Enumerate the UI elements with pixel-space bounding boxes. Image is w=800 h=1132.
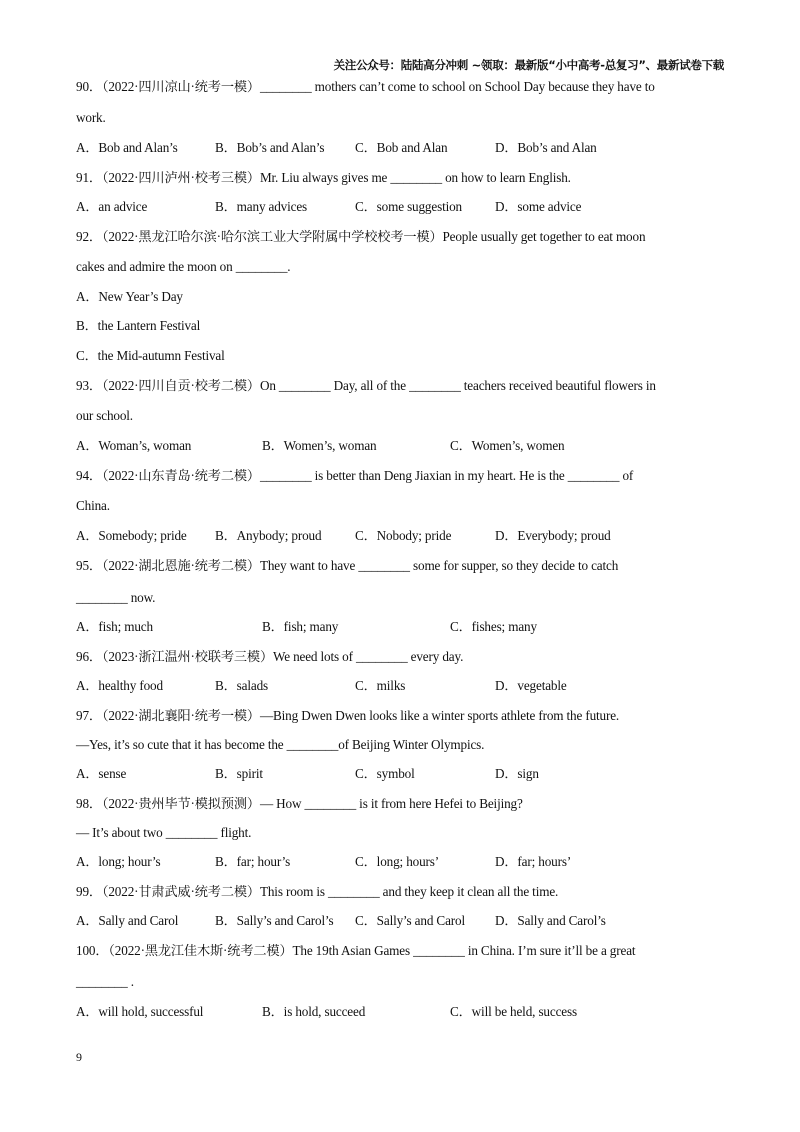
answer-option-b: B．far; hour’s xyxy=(215,854,291,869)
page-number: 9 xyxy=(76,1050,82,1064)
answer-option-b: B．is hold, succeed xyxy=(262,1004,366,1019)
question-stem-line: 93．（2022·四川自贡·校考二模）On ________ Day, all of the ________ teachers received beautiful flowers in xyxy=(76,378,656,393)
question-stem-line: China. xyxy=(76,498,110,513)
question-stem-line: 95．（2022·湖北恩施·统考二模）They want to have ________ some for supper, so they decide to catch xyxy=(76,558,619,573)
question-stem-line: 97．（2022·湖北襄阳·统考一模）—Bing Dwen Dwen looks like a winter sports athlete from the future. xyxy=(76,708,620,723)
question-stem-line: work. xyxy=(76,110,106,125)
question-stem-line: 92．（2022·黑龙江哈尔滨·哈尔滨工业大学附属中学校校考一模）People usually get together to eat moon xyxy=(76,229,646,244)
question-stem-line: — It’s about two ________ flight. xyxy=(76,825,252,840)
answer-option-d: D．far; hours’ xyxy=(495,854,572,869)
answer-option-a: A．sense xyxy=(76,766,127,781)
answer-option-b: B．salads xyxy=(215,678,269,693)
question-stem-line: 99．（2022·甘肃武威·统考二模）This room is ________ and they keep it clean all the time. xyxy=(76,884,559,899)
answer-option-a: A．Somebody; pride xyxy=(76,528,187,543)
answer-option-a: A．Woman’s, woman xyxy=(76,438,192,453)
answer-option-d: D．Bob’s and Alan xyxy=(495,140,597,155)
answer-option-d: D．Sally and Carol’s xyxy=(495,913,606,928)
answer-option-b: B．Sally’s and Carol’s xyxy=(215,913,334,928)
question-stem-line: —Yes, it’s so cute that it has become the ________of Beijing Winter Olympics. xyxy=(76,737,485,752)
answer-option-c: C．the Mid-autumn Festival xyxy=(76,348,225,363)
answer-option-a: A．Bob and Alan’s xyxy=(76,140,178,155)
question-stem-line: ________ . xyxy=(76,974,134,989)
answer-option-b: B．Bob’s and Alan’s xyxy=(215,140,325,155)
answer-option-c: C．symbol xyxy=(355,766,415,781)
answer-option-b: B．fish; many xyxy=(262,619,339,634)
question-stem-line: 90．（2022·四川凉山·统考一模）________ mothers can’t come to school on School Day because they have to xyxy=(76,79,655,94)
answer-option-c: C．long; hours’ xyxy=(355,854,439,869)
answer-option-a: A．fish; much xyxy=(76,619,153,634)
question-stem-line: our school. xyxy=(76,408,133,423)
answer-option-d: D．vegetable xyxy=(495,678,567,693)
answer-option-c: C．Bob and Alan xyxy=(355,140,448,155)
question-stem-line: 98．（2022·贵州毕节·模拟预测）— How ________ is it from here Hefei to Beijing? xyxy=(76,796,523,811)
answer-option-c: C．Sally’s and Carol xyxy=(355,913,465,928)
question-stem-line: 94．（2022·山东青岛·统考二模）________ is better than Deng Jiaxian in my heart. He is the ________ of xyxy=(76,468,634,483)
promo-header: 关注公众号：陆陆高分冲刺 ~领取：最新版“小中高考-总复习”、最新试卷下载 xyxy=(333,58,724,72)
answer-option-b: B．the Lantern Festival xyxy=(76,318,201,333)
answer-option-c: C．will be held, success xyxy=(450,1004,577,1019)
question-stem-line: 96．（2023·浙江温州·校联考三模）We need lots of ________ every day. xyxy=(76,649,464,664)
answer-option-d: D．sign xyxy=(495,766,539,781)
answer-option-b: B．many advices xyxy=(215,199,308,214)
question-stem-line: 100．（2022·黑龙江佳木斯·统考二模）The 19th Asian Games ________ in China. I’m sure it’ll be a great xyxy=(76,943,636,958)
answer-option-a: A．New Year’s Day xyxy=(76,289,183,304)
answer-option-b: B．spirit xyxy=(215,766,263,781)
answer-option-c: C．some suggestion xyxy=(355,199,462,214)
question-stem-line: 91．（2022·四川泸州·校考三模）Mr. Liu always gives me ________ on how to learn English. xyxy=(76,170,571,185)
answer-option-c: C．fishes; many xyxy=(450,619,537,634)
answer-option-c: C．Women’s, women xyxy=(450,438,565,453)
answer-option-d: D．Everybody; proud xyxy=(495,528,611,543)
answer-option-d: D．some advice xyxy=(495,199,582,214)
answer-option-a: A．will hold, successful xyxy=(76,1004,204,1019)
answer-option-a: A．healthy food xyxy=(76,678,163,693)
answer-option-a: A．long; hour’s xyxy=(76,854,161,869)
answer-option-a: A．Sally and Carol xyxy=(76,913,179,928)
answer-option-c: C．Nobody; pride xyxy=(355,528,452,543)
question-stem-line: ________ now. xyxy=(76,590,156,605)
question-stem-line: cakes and admire the moon on ________. xyxy=(76,259,291,274)
answer-option-b: B．Anybody; proud xyxy=(215,528,322,543)
answer-option-a: A．an advice xyxy=(76,199,148,214)
answer-option-c: C．milks xyxy=(355,678,406,693)
answer-option-b: B．Women’s, woman xyxy=(262,438,377,453)
